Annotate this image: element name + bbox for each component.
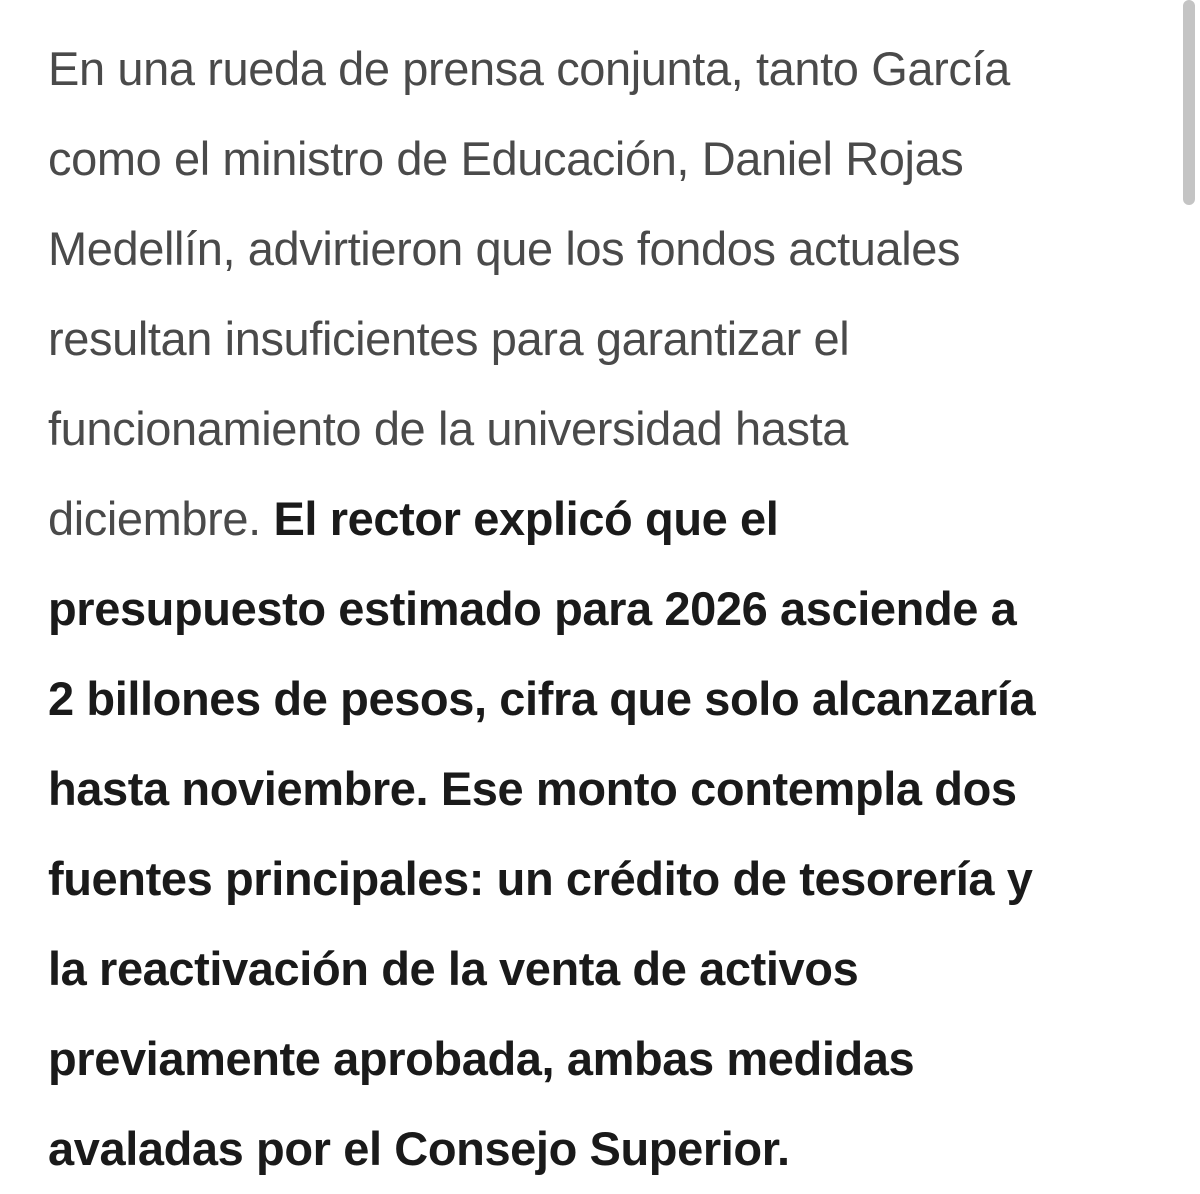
text-line: Medellín, advirtieron que los fondos actuales [48,222,961,275]
bold-text-line: avaladas por el Consejo Superior. [48,1122,790,1175]
bold-text-line: fuentes principales: un crédito de tesorería y [48,852,1033,905]
bold-text-line: la reactivación de la venta de activos [48,942,859,995]
bold-text-line: hasta noviembre. Ese monto contempla dos [48,762,1017,815]
bold-text-line: previamente aprobada, ambas medidas [48,1032,915,1085]
article-paragraph [48,24,1148,1194]
bold-text-line: 2 billones de pesos, cifra que solo alcanzaría [48,672,1036,725]
text-segment: diciembre. [48,492,274,545]
text-line: resultan insuficientes para garantizar el [48,312,850,365]
mixed-text-line [48,474,1148,564]
article-body [48,24,1148,1194]
text-line: funcionamiento de la universidad hasta [48,402,849,455]
scrollbar-thumb[interactable] [1183,0,1195,205]
text-line: En una rueda de prensa conjunta, tanto García [48,42,1010,95]
bold-text-segment: El rector explicó que el [273,492,779,545]
text-line: como el ministro de Educación, Daniel Rojas [48,132,964,185]
bold-text-line: presupuesto estimado para 2026 asciende a [48,582,1017,635]
